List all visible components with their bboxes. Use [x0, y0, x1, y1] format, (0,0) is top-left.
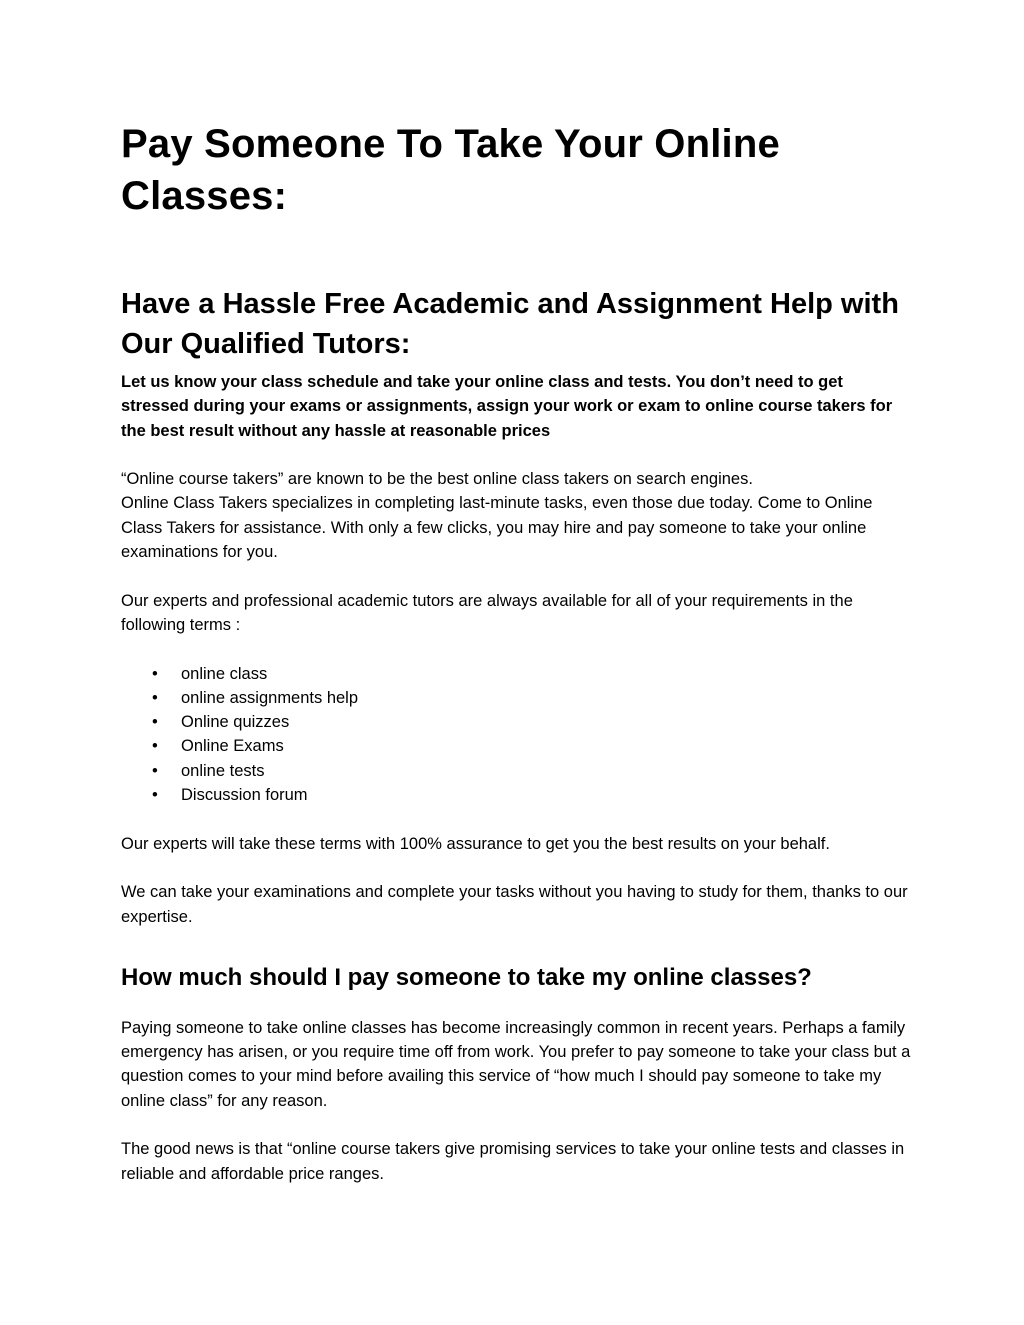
- list-item: [121, 662, 911, 686]
- bullet-icon: •: [152, 664, 158, 683]
- list-item-label: Online Exams: [181, 737, 284, 756]
- spacer: [121, 443, 911, 467]
- bullet-icon: •: [152, 737, 158, 756]
- intro-paragraph-3: Our experts and professional academic tutors are always available for all of your requirements in the following terms :: [121, 591, 853, 634]
- list-item: [121, 734, 911, 758]
- spacer: [121, 1113, 911, 1137]
- assurance-paragraph: Our experts will take these terms with 100% assurance to get you the best results on your behalf.: [121, 834, 830, 853]
- spacer: [121, 807, 911, 831]
- intro-paragraph-2: Online Class Takers specializes in completing last-minute tasks, even those due today. Come to Online Class Takers for assistance. With only a few clicks, you may hire and pay someone to take your online examinations for you.: [121, 494, 873, 562]
- list-item-label: Discussion forum: [181, 786, 308, 805]
- page-subtitle: Have a Hassle Free Academic and Assignment Help with Our Qualified Tutors:: [121, 288, 899, 360]
- section-paragraph-1: Paying someone to take online classes has become increasingly common in recent years. Perhaps a family emergency has arisen, or you require time off from work. You prefer to pay someone to take your class but a question comes to your mind before availing this service of “how much I should pay someone to take my online class” for any reason.: [121, 1018, 911, 1110]
- intro-paragraph-1: “Online course takers” are known to be the best online class takers on search engines.: [121, 470, 753, 489]
- list-item-label: online class: [181, 664, 268, 683]
- bullet-icon: •: [152, 713, 158, 732]
- spacer: [121, 564, 911, 588]
- document-page: [121, 118, 911, 1186]
- spacer: [121, 637, 911, 661]
- terms-list: [121, 662, 911, 808]
- bullet-icon: •: [152, 761, 158, 780]
- section-paragraph-2: The good news is that “online course takers give promising services to take your online tests and classes in reliable and affordable price ranges.: [121, 1140, 905, 1183]
- list-item: [121, 783, 911, 807]
- bullet-icon: •: [152, 786, 158, 805]
- list-item: [121, 686, 911, 710]
- list-item: [121, 710, 911, 734]
- lead-paragraph: Let us know your class schedule and take your online class and tests. You don’t need to get stressed during your exams or assignments, assign your work or exam to online course takers for the best result without any hassle at reasonable prices: [121, 373, 893, 440]
- list-item-label: online assignments help: [181, 688, 359, 707]
- page-title: Pay Someone To Take Your Online Classes:: [121, 122, 780, 218]
- list-item: [121, 759, 911, 783]
- expertise-paragraph: We can take your examinations and complete your tasks without you having to study for them, thanks to our expertise.: [121, 883, 908, 926]
- spacer: [121, 856, 911, 880]
- list-item-label: online tests: [181, 761, 265, 780]
- list-item-label: Online quizzes: [181, 713, 290, 732]
- section-heading: How much should I pay someone to take my online classes?: [121, 963, 812, 991]
- bullet-icon: •: [152, 688, 158, 707]
